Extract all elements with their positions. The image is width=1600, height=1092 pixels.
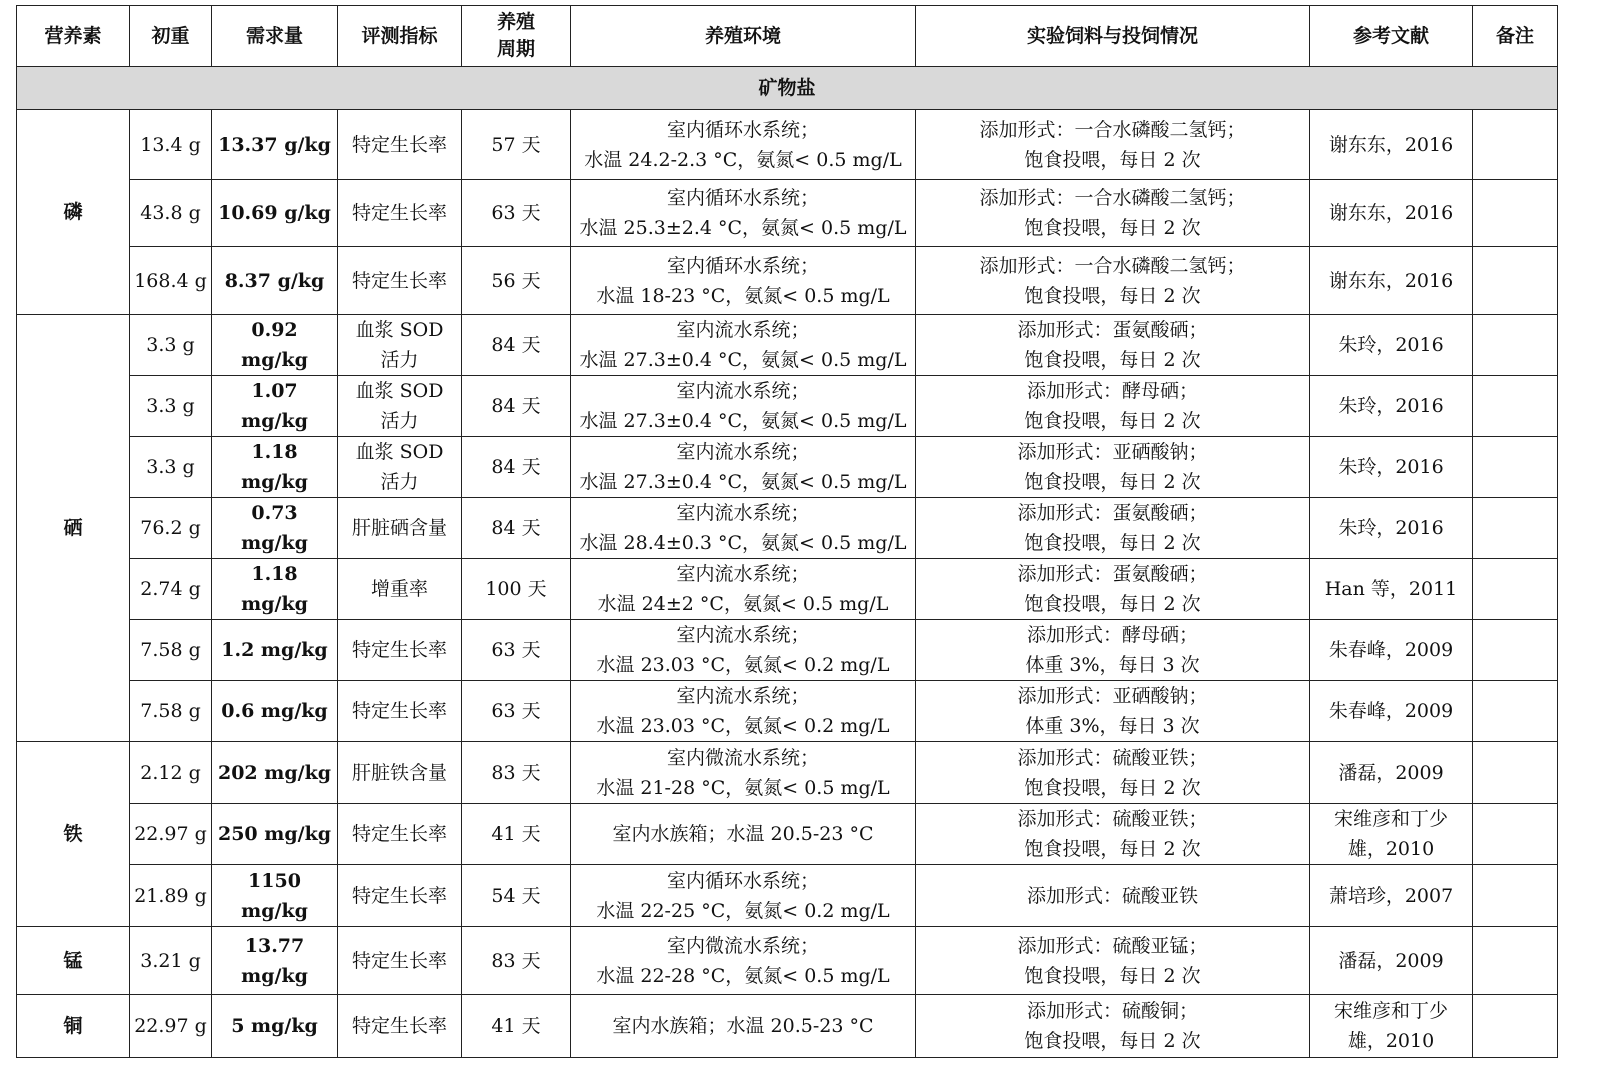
feed-cell [916,620,1310,681]
note-cell [1473,804,1558,865]
reference-cell-line: 朱玲，2016 [1338,395,1444,417]
indicator-cell [338,315,462,376]
indicator-cell-line: 活力 [380,349,419,371]
culture-period-cell: 41 天 [462,804,571,865]
feed-cell [916,247,1310,315]
indicator-cell-line: 特定生长率 [351,269,447,292]
requirement-cell: 8.37 g/kg [212,247,338,315]
indicator-cell [338,376,462,437]
header-culture-period [462,6,571,67]
requirement-cell: 13.77 mg/kg [212,927,338,995]
feed-cell-line: 饱食投喂，每日 2 次 [1024,1030,1201,1052]
table-row [17,110,1558,180]
indicator-cell-line: 肝脏硒含量 [351,517,447,539]
environment-cell-line: 室内微流水系统； [666,934,819,957]
initial-weight-cell: 7.58 g [130,681,212,742]
environment-cell-line: 室内流水系统； [676,563,810,585]
reference-cell [1310,804,1473,865]
reference-cell-line: Han 等，2011 [1324,578,1458,600]
indicator-cell [338,247,462,315]
table-row [17,559,1558,620]
environment-cell-line: 室内循环水系统； [666,254,819,277]
indicator-cell [338,620,462,681]
reference-cell-line: 朱玲，2016 [1338,456,1444,478]
header-requirement: 需求量 [212,6,338,67]
feed-cell-line: 饱食投喂，每日 2 次 [1024,964,1201,987]
environment-cell-line: 室内水族箱；水温 20.5-23 °C [612,823,874,845]
requirement-cell: 13.37 g/kg [212,110,338,180]
indicator-cell-line: 增重率 [370,578,428,600]
culture-period-cell: 83 天 [462,927,571,995]
requirement-cell: 5 mg/kg [212,995,338,1058]
environment-cell-line: 室内循环水系统； [666,869,819,892]
table-row [17,804,1558,865]
culture-period-cell: 54 天 [462,865,571,927]
indicator-cell-line: 活力 [380,410,419,432]
culture-period-cell: 100 天 [462,559,571,620]
initial-weight-cell: 168.4 g [130,247,212,315]
reference-cell [1310,376,1473,437]
feed-cell-line: 添加形式：蛋氨酸硒； [1017,563,1208,585]
header-initial-weight: 初重 [130,6,212,67]
header-reference: 参考文献 [1310,6,1473,67]
feed-cell [916,681,1310,742]
reference-cell-line: 潘磊，2009 [1338,949,1444,972]
initial-weight-cell: 22.97 g [130,804,212,865]
feed-cell-line: 饱食投喂，每日 2 次 [1024,148,1201,171]
feed-cell-line: 饱食投喂，每日 2 次 [1024,838,1201,860]
reference-cell [1310,315,1473,376]
indicator-cell [338,681,462,742]
header-note: 备注 [1473,6,1558,67]
indicator-cell [338,437,462,498]
feed-cell-line: 饱食投喂，每日 2 次 [1024,593,1201,615]
initial-weight-cell: 2.12 g [130,742,212,804]
initial-weight-cell: 3.3 g [130,376,212,437]
feed-cell [916,742,1310,804]
indicator-cell-line: 特定生长率 [351,202,447,224]
environment-cell-line: 室内流水系统； [676,319,810,341]
reference-cell-line: 朱春峰，2009 [1328,700,1454,722]
feed-cell-line: 添加形式：蛋氨酸硒； [1017,319,1208,341]
environment-cell [571,315,916,376]
reference-cell-line: 宋维彦和丁少 [1333,808,1448,830]
header-nutrient: 营养素 [17,6,130,67]
feed-cell-line: 饱食投喂，每日 2 次 [1024,471,1201,493]
initial-weight-cell: 43.8 g [130,180,212,247]
requirement-cell: 1.18 mg/kg [212,437,338,498]
environment-cell-line: 水温 23.03 °C，氨氮< 0.2 mg/L [596,654,890,676]
initial-weight-cell: 3.3 g [130,315,212,376]
feed-cell [916,804,1310,865]
feed-cell-line: 添加形式：一合水磷酸二氢钙； [979,187,1246,209]
reference-cell-line: 潘磊，2009 [1338,761,1444,784]
indicator-cell [338,110,462,180]
reference-cell-line: 朱春峰，2009 [1328,639,1454,661]
indicator-cell [338,865,462,927]
requirement-cell: 250 mg/kg [212,804,338,865]
environment-cell [571,110,916,180]
indicator-cell [338,180,462,247]
environment-cell [571,804,916,865]
environment-cell-line: 水温 27.3±0.4 °C，氨氮< 0.5 mg/L [579,471,907,493]
indicator-cell-line: 血浆 SOD [355,380,444,402]
culture-period-cell: 57 天 [462,110,571,180]
reference-cell [1310,742,1473,804]
feed-cell-line: 添加形式：亚硒酸钠； [1017,685,1208,707]
environment-cell [571,995,916,1058]
requirement-cell: 0.73 mg/kg [212,498,338,559]
feed-cell-line: 饱食投喂，每日 2 次 [1024,776,1201,799]
reference-cell [1310,865,1473,927]
table-row [17,620,1558,681]
feed-cell-line: 饱食投喂，每日 2 次 [1024,410,1201,432]
environment-cell [571,437,916,498]
feed-cell-line: 添加形式：硫酸铜； [1026,1000,1198,1022]
feed-cell-line: 饱食投喂，每日 2 次 [1024,284,1201,307]
feed-cell-line: 添加形式：一合水磷酸二氢钙； [979,254,1246,277]
feed-cell [916,995,1310,1058]
table-row [17,865,1558,927]
indicator-cell-line: 特定生长率 [351,1015,447,1037]
reference-cell-line: 朱玲，2016 [1338,517,1444,539]
reference-cell [1310,995,1473,1058]
indicator-cell-line: 血浆 SOD [355,441,444,463]
indicator-cell-line: 特定生长率 [351,823,447,845]
culture-period-cell: 84 天 [462,437,571,498]
note-cell [1473,620,1558,681]
reference-cell-line: 雄，2010 [1347,838,1435,860]
note-cell [1473,865,1558,927]
header-feed: 实验饲料与投饲情况 [916,6,1310,67]
indicator-cell-line: 特定生长率 [351,884,447,907]
requirement-cell: 1.2 mg/kg [212,620,338,681]
indicator-cell-line: 特定生长率 [351,700,447,722]
feed-cell-line: 添加形式：一合水磷酸二氢钙； [979,118,1246,141]
section-row [17,67,1558,110]
note-cell [1473,559,1558,620]
note-cell [1473,437,1558,498]
culture-period-cell: 83 天 [462,742,571,804]
environment-cell-line: 室内流水系统； [676,441,810,463]
table-row [17,180,1558,247]
environment-cell-line: 水温 23.03 °C，氨氮< 0.2 mg/L [596,715,890,737]
table-row [17,742,1558,804]
note-cell [1473,742,1558,804]
section-title: 矿物盐 [17,67,1558,110]
nutrient-cell: 硒 [17,315,130,742]
table-row [17,247,1558,315]
environment-cell-line: 室内循环水系统； [666,187,819,209]
feed-cell-line: 饱食投喂，每日 2 次 [1024,349,1201,371]
environment-cell-line: 室内水族箱；水温 20.5-23 °C [612,1015,874,1037]
environment-cell [571,376,916,437]
indicator-cell-line: 血浆 SOD [355,319,444,341]
indicator-cell-line: 活力 [380,471,419,493]
indicator-cell [338,804,462,865]
header-culture-period-line-2: 周期 [496,38,535,60]
header-row [17,6,1558,67]
feed-cell-line: 添加形式：蛋氨酸硒； [1017,502,1208,524]
environment-cell-line: 室内循环水系统； [666,118,819,141]
initial-weight-cell: 21.89 g [130,865,212,927]
feed-cell-line: 饱食投喂，每日 2 次 [1024,532,1201,554]
environment-cell [571,927,916,995]
indicator-cell [338,498,462,559]
indicator-cell-line: 特定生长率 [351,949,447,972]
initial-weight-cell: 3.3 g [130,437,212,498]
reference-cell-line: 谢东东，2016 [1328,202,1454,224]
reference-cell-line: 宋维彦和丁少 [1333,1000,1448,1022]
reference-cell-line: 谢东东，2016 [1328,133,1454,156]
reference-cell-line: 雄，2010 [1347,1030,1435,1052]
table-row [17,315,1558,376]
environment-cell-line: 室内流水系统； [676,502,810,524]
reference-cell [1310,620,1473,681]
note-cell [1473,498,1558,559]
feed-cell [916,865,1310,927]
indicator-cell-line: 肝脏铁含量 [351,761,447,784]
feed-cell-line: 体重 3%，每日 3 次 [1025,715,1200,737]
requirement-cell: 10.69 g/kg [212,180,338,247]
feed-cell [916,927,1310,995]
environment-cell-line: 室内微流水系统； [666,746,819,769]
feed-cell [916,110,1310,180]
nutrient-cell: 磷 [17,110,130,315]
feed-cell-line: 添加形式：亚硒酸钠； [1017,441,1208,463]
indicator-cell-line: 特定生长率 [351,133,447,156]
indicator-cell [338,927,462,995]
reference-cell [1310,559,1473,620]
environment-cell-line: 水温 28.4±0.3 °C，氨氮< 0.5 mg/L [579,532,907,554]
environment-cell-line: 水温 24±2 °C，氨氮< 0.5 mg/L [597,593,889,615]
indicator-cell [338,995,462,1058]
initial-weight-cell: 2.74 g [130,559,212,620]
header-culture-period-line-1: 养殖 [496,11,535,33]
environment-cell [571,620,916,681]
environment-cell-line: 室内流水系统； [676,685,810,707]
initial-weight-cell: 22.97 g [130,995,212,1058]
environment-cell [571,559,916,620]
reference-cell [1310,927,1473,995]
reference-cell-line: 朱玲，2016 [1338,334,1444,356]
indicator-cell [338,559,462,620]
feed-cell [916,498,1310,559]
reference-cell [1310,110,1473,180]
reference-cell [1310,498,1473,559]
initial-weight-cell: 3.21 g [130,927,212,995]
note-cell [1473,681,1558,742]
environment-cell-line: 水温 18-23 °C，氨氮< 0.5 mg/L [596,284,890,307]
culture-period-cell: 84 天 [462,315,571,376]
environment-cell-line: 水温 27.3±0.4 °C，氨氮< 0.5 mg/L [579,410,907,432]
note-cell [1473,927,1558,995]
culture-period-cell: 84 天 [462,498,571,559]
reference-cell [1310,180,1473,247]
environment-cell-line: 室内流水系统； [676,624,810,646]
nutrient-requirement-table [16,5,1558,1058]
environment-cell [571,498,916,559]
environment-cell-line: 水温 25.3±2.4 °C，氨氮< 0.5 mg/L [579,217,907,239]
requirement-cell: 1.18 mg/kg [212,559,338,620]
environment-cell-line: 水温 22-28 °C，氨氮< 0.5 mg/L [596,964,890,987]
initial-weight-cell: 76.2 g [130,498,212,559]
culture-period-cell: 63 天 [462,180,571,247]
reference-cell [1310,247,1473,315]
requirement-cell: 0.92 mg/kg [212,315,338,376]
note-cell [1473,180,1558,247]
table-row [17,437,1558,498]
nutrient-cell: 锰 [17,927,130,995]
requirement-cell: 202 mg/kg [212,742,338,804]
environment-cell [571,180,916,247]
initial-weight-cell: 13.4 g [130,110,212,180]
feed-cell-line: 添加形式：硫酸亚铁 [1026,884,1198,907]
reference-cell-line: 谢东东，2016 [1328,269,1454,292]
feed-cell-line: 饱食投喂，每日 2 次 [1024,217,1201,239]
environment-cell [571,865,916,927]
indicator-cell [338,742,462,804]
header-indicator: 评测指标 [338,6,462,67]
feed-cell-line: 添加形式：酵母硒； [1026,624,1198,646]
indicator-cell-line: 特定生长率 [351,639,447,661]
note-cell [1473,376,1558,437]
note-cell [1473,315,1558,376]
feed-cell [916,315,1310,376]
table-row [17,681,1558,742]
culture-period-cell: 56 天 [462,247,571,315]
nutrient-cell: 铁 [17,742,130,927]
feed-cell [916,376,1310,437]
environment-cell-line: 水温 22-25 °C，氨氮< 0.2 mg/L [596,899,890,922]
reference-cell [1310,437,1473,498]
feed-cell-line: 添加形式：硫酸亚铁； [1017,808,1208,830]
environment-cell [571,681,916,742]
environment-cell [571,742,916,804]
note-cell [1473,110,1558,180]
culture-period-cell: 63 天 [462,620,571,681]
table-row [17,927,1558,995]
culture-period-cell: 41 天 [462,995,571,1058]
header-environment: 养殖环境 [571,6,916,67]
nutrient-cell: 铜 [17,995,130,1058]
feed-cell [916,559,1310,620]
feed-cell-line: 体重 3%，每日 3 次 [1025,654,1200,676]
feed-cell-line: 添加形式：硫酸亚铁； [1017,746,1208,769]
environment-cell-line: 水温 27.3±0.4 °C，氨氮< 0.5 mg/L [579,349,907,371]
reference-cell [1310,681,1473,742]
environment-cell [571,247,916,315]
feed-cell-line: 添加形式：酵母硒； [1026,380,1198,402]
table-row [17,995,1558,1058]
table-row [17,376,1558,437]
feed-cell-line: 添加形式：硫酸亚锰； [1017,934,1208,957]
requirement-cell: 1.07 mg/kg [212,376,338,437]
reference-cell-line: 萧培珍，2007 [1328,884,1454,907]
environment-cell-line: 室内流水系统； [676,380,810,402]
environment-cell-line: 水温 24.2-2.3 °C，氨氮< 0.5 mg/L [584,148,902,171]
requirement-cell: 1150 mg/kg [212,865,338,927]
feed-cell [916,180,1310,247]
initial-weight-cell: 7.58 g [130,620,212,681]
feed-cell [916,437,1310,498]
environment-cell-line: 水温 21-28 °C，氨氮< 0.5 mg/L [596,776,890,799]
culture-period-cell: 63 天 [462,681,571,742]
note-cell [1473,995,1558,1058]
note-cell [1473,247,1558,315]
culture-period-cell: 84 天 [462,376,571,437]
table-row [17,498,1558,559]
requirement-cell: 0.6 mg/kg [212,681,338,742]
